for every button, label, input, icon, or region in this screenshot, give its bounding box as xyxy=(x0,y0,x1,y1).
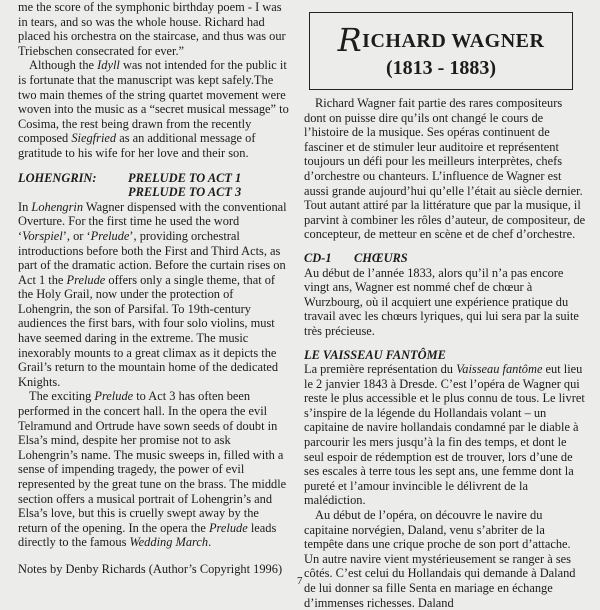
paragraph-intro-fr: Richard Wagner fait partie des rares compositeurs dont on puisse dire qu’ils ont changé le cours de l’histoire de la musique. Ses opéras continuent de fasciner et de stimuler leur auditoire et représentent toujours un défi pour les meilleurs interprètes, chefs d’orchestre ou chanteurs. L’influence de Wagner est aussi grande aujourd’hui qu’elle l’était au siècle dernier. Tout autant attiré par la littérature que par la musique, il parvint à combiner les rôles d’auteur, de compositeur, de concepteur, de metteur en scène et de chef d’orchestre. xyxy=(304,96,586,242)
section-heading-lohengrin: LOHENGRIN: PRELUDE TO ACT 1 PRELUDE TO ACT 3 xyxy=(18,170,242,200)
paragraph-choeurs: Au début de l’année 1833, alors qu’il n’a pas encore vingt ans, Wagner est nommé chef de chœur à Wurzbourg, où il acquiert une expérience pratique du travail avec les chœurs lyriques, qui lui sera par la suite très précieuse. xyxy=(304,265,579,338)
section-heading-choeurs: CD-1 CHŒURS xyxy=(304,250,408,265)
paragraph-lohengrin-act3: The exciting Prelude to Act 3 has often been performed in the concert hall. In the opera the evil Telramund and Ortrude have sown seeds of doubt in Elsa’s mind, despite her promise not to ask Lohengrin’s name. The music sweeps in, filled with a sense of impending tragedy, the power of evil represented by the great tune on the brass. The middle section offers a musical portrait of Lohengrin’s and Elsa’s love, but this is cruelly swept away by the return of the opening. In the opera the Prelude leads directly to the famous Wedding March. xyxy=(18,389,287,550)
page-number: 7 xyxy=(297,575,303,587)
paragraph-idyll: Although the Idyll was not intended for the public it is fortunate that the manuscript was kept safely.The two main themes of the string quartet movement were woven into the music as a “secret musical message” to Cosima, the rest being drawn from the recently composed Siegfried as an additional message of gratitude to his wife for her love and their son. xyxy=(18,58,289,160)
paragraph-vaisseau-1: La première représentation du Vaisseau fantôme eut lieu le 2 janvier 1843 à Dresde. C’est l’opéra de Wagner qui reste le plus accessible et le plus connu de tous. Le livret s’inspire de la légende du Hollandais volant – un capitaine de navire hollandais condamné par le diable à parcourir les mers jusqu’à la fin des temps, et dont le seul espoir de rédemption est de trouver, lors d’une de ses escales à terre tous les sept ans, une femme dont la pureté et l’amour invincible le délivrent de la malédiction. xyxy=(304,362,585,508)
paragraph-vaisseau-2: Au début de l’opéra, on découvre le navire du capitaine norvégien, Daland, venu s’abriter de la tempête dans une crique proche de son port d’attache. Un autre navire vient mystérieusement se ranger à ses côtés. C’est celui du Hollandais qui demande à Daland de lui donner sa fille Senta en mariage en échange d’immenses richesses. Daland xyxy=(304,508,576,610)
author-credit: Notes by Denby Richards (Author’s Copyright 1996) xyxy=(18,561,283,576)
english-column xyxy=(18,0,290,577)
section-heading-vaisseau: LE VAISSEAU FANTÔME xyxy=(304,347,446,362)
composer-dates: (1813 - 1883) xyxy=(386,57,496,79)
composer-name: RICHARD WAGNER xyxy=(337,21,545,59)
french-column xyxy=(304,96,586,610)
composer-title-box xyxy=(309,12,573,90)
paragraph-lohengrin-act1: In Lohengrin Wagner dispensed with the conventional Overture. For the first time he used the word ‘Vorspiel’, or ‘Prelude’, providing orchestral introductions before both the First and Third Acts, as part of the dramatic action. Before the curtain rises on Act 1 the Prelude offers only a single theme, that of the Holy Grail, now under the protection of Lohengrin, the son of Parsifal. To 19th-century audiences the first bars, with four solo violins, must have seemed daring in the extreme. The music inexorably mounts to a great climax as it depicts the Grail’s return to the mountain home of the dedicated Knights. xyxy=(18,199,287,389)
paragraph-birthday-poem: me the score of the symphonic birthday poem - I was in tears, and so was the whole house. Richard had placed his orchestra on the staircase, and thus was our Triebschen consecrated for ever.” xyxy=(18,0,286,58)
